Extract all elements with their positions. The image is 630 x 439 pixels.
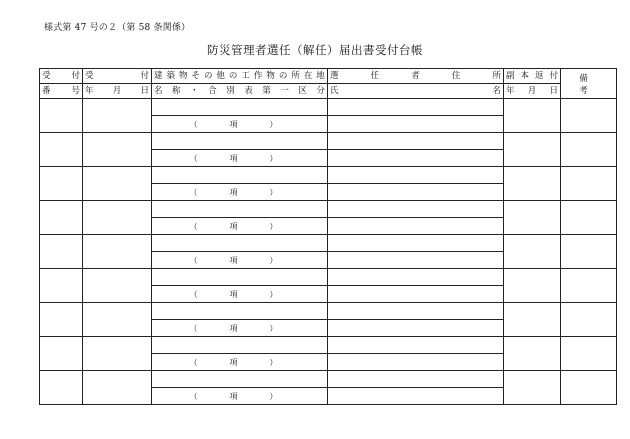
header-receipt-number-2 (40, 84, 83, 99)
receipt-date-cell[interactable] (83, 269, 152, 303)
copy-return-date-cell[interactable] (504, 269, 561, 303)
header-copy-return-date (504, 84, 561, 99)
building-location-cell[interactable] (152, 201, 328, 218)
remarks-cell[interactable] (561, 133, 617, 167)
header-char: 住 (451, 70, 461, 81)
copy-return-date-cell[interactable] (504, 201, 561, 235)
header-char: 表 (244, 85, 253, 96)
header-char: の (278, 70, 288, 81)
header-char: 物 (266, 70, 275, 81)
item-label: （ 項 ） (189, 221, 290, 231)
header-char: 称 (172, 85, 181, 96)
header-char: 受 (42, 70, 51, 81)
table-row (40, 201, 617, 218)
item-label: （ 項 ） (189, 255, 290, 265)
item-label: （ 項 ） (189, 153, 290, 163)
remarks-cell[interactable] (561, 371, 617, 405)
receipt-date-cell[interactable] (83, 99, 152, 133)
header-label (83, 85, 151, 98)
receipt-number-cell[interactable] (40, 269, 83, 303)
header-label (504, 70, 560, 83)
appointee-address-cell[interactable] (328, 269, 504, 286)
receipt-number-cell[interactable] (40, 235, 83, 269)
header-row-2 (40, 84, 617, 99)
receipt-date-cell[interactable] (83, 303, 152, 337)
header-char: 合 (208, 85, 217, 96)
header-char: 番 (42, 85, 51, 96)
appointee-name-cell[interactable] (328, 320, 504, 337)
copy-return-date-cell[interactable] (504, 99, 561, 133)
receipt-number-cell[interactable] (40, 133, 83, 167)
header-char: 月 (527, 85, 537, 96)
header-label (152, 70, 327, 83)
building-location-cell[interactable] (152, 303, 328, 320)
header-label (328, 85, 503, 98)
appointee-name-cell[interactable] (328, 286, 504, 303)
copy-return-date-cell[interactable] (504, 371, 561, 405)
table-row (40, 235, 617, 252)
item-label: （ 項 ） (189, 391, 290, 401)
header-char: 名 (492, 85, 501, 96)
appointee-address-cell[interactable] (328, 371, 504, 388)
header-char: の (228, 70, 238, 81)
appointee-name-cell[interactable] (328, 354, 504, 371)
header-char: 工 (241, 70, 250, 81)
header-char: 副 (506, 70, 515, 81)
table-row (40, 371, 617, 388)
appointee-address-cell[interactable] (328, 303, 504, 320)
receipt-number-cell[interactable] (40, 337, 83, 371)
header-char: 者 (411, 70, 420, 81)
header-char: 他 (216, 70, 225, 81)
header-char: 年 (85, 85, 94, 96)
building-location-cell[interactable] (152, 337, 328, 354)
building-category-cell[interactable] (152, 184, 328, 201)
register-table (39, 68, 617, 405)
form-number: 様式第 47 号の２（第 58 条関係） (44, 23, 191, 33)
appointee-name-cell[interactable] (328, 184, 504, 201)
appointee-name-cell[interactable] (328, 252, 504, 269)
header-char: の (203, 70, 213, 81)
header-char: 氏 (330, 85, 339, 96)
building-location-cell[interactable] (152, 269, 328, 286)
table-row (40, 337, 617, 354)
header-char: 日 (140, 85, 149, 96)
remarks-cell[interactable] (561, 269, 617, 303)
copy-return-date-cell[interactable] (504, 337, 561, 371)
header-label (328, 70, 503, 83)
header-char: 任 (370, 70, 380, 81)
header-char: 一 (280, 85, 289, 96)
table-row (40, 167, 617, 184)
building-category-cell[interactable] (152, 320, 328, 337)
header-char: 選 (330, 70, 339, 81)
building-location-cell[interactable] (152, 99, 328, 116)
building-location-cell[interactable] (152, 371, 328, 388)
building-location-cell[interactable] (152, 167, 328, 184)
appointee-address-cell[interactable] (328, 99, 504, 116)
header-char: 返 (534, 70, 544, 81)
building-category-cell[interactable] (152, 286, 328, 303)
header-char: 日 (549, 85, 558, 96)
header-char: 分 (316, 85, 325, 96)
header-char: 月 (112, 85, 122, 96)
remarks-cell[interactable] (561, 201, 617, 235)
appointee-name-cell[interactable] (328, 388, 504, 405)
header-char: 年 (506, 85, 515, 96)
header-label (83, 70, 151, 83)
header-char: 号 (71, 85, 80, 96)
receipt-number-cell[interactable] (40, 99, 83, 133)
building-category-cell[interactable] (152, 354, 328, 371)
building-category-cell[interactable] (152, 252, 328, 269)
header-char: 付 (71, 70, 80, 81)
item-label: （ 項 ） (189, 119, 290, 129)
header-char: 区 (298, 85, 307, 96)
header-appointee-address (328, 69, 504, 84)
header-remarks: 備 考 (561, 69, 617, 99)
header-char: 別 (226, 85, 235, 96)
copy-return-date-cell[interactable] (504, 133, 561, 167)
receipt-number-cell[interactable] (40, 201, 83, 235)
header-char: 物 (178, 70, 188, 81)
header-char: 所 (492, 70, 501, 81)
appointee-address-cell[interactable] (328, 133, 504, 150)
appointee-name-cell[interactable] (328, 218, 504, 235)
header-char: 地 (316, 70, 325, 81)
copy-return-date-cell[interactable] (504, 235, 561, 269)
receipt-date-cell[interactable] (83, 235, 152, 269)
building-category-cell[interactable] (152, 218, 328, 235)
receipt-number-cell[interactable] (40, 371, 83, 405)
remarks-cell[interactable] (561, 303, 617, 337)
table-row (40, 269, 617, 286)
building-category-cell[interactable] (152, 150, 328, 167)
table-row (40, 303, 617, 320)
header-label (40, 70, 82, 83)
header-char: 第 (262, 85, 271, 96)
table-row (40, 99, 617, 116)
receipt-date-cell[interactable] (83, 337, 152, 371)
header-char: そ (191, 70, 200, 81)
header-char: ・ (190, 85, 199, 96)
building-category-cell[interactable] (152, 116, 328, 133)
table-row (40, 133, 617, 150)
building-location-cell[interactable] (152, 235, 328, 252)
receipt-number-cell[interactable] (40, 303, 83, 337)
appointee-address-cell[interactable] (328, 337, 504, 354)
receipt-number-cell[interactable] (40, 167, 83, 201)
remarks-cell[interactable] (561, 99, 617, 133)
receipt-date-cell[interactable] (83, 371, 152, 405)
receipt-date-cell[interactable] (83, 133, 152, 167)
header-char: 付 (140, 70, 149, 81)
header-char: 名 (154, 85, 163, 96)
header-building-location (152, 69, 328, 84)
header-char: 築 (166, 70, 175, 81)
header-char: 受 (85, 70, 94, 81)
receipt-date-cell[interactable] (83, 167, 152, 201)
header-copy-return (504, 69, 561, 84)
header-label (504, 85, 560, 98)
item-label: （ 項 ） (189, 357, 290, 367)
copy-return-date-cell[interactable] (504, 167, 561, 201)
header-receipt-number (40, 69, 83, 84)
page-title: 防災管理者選任（解任）届出書受付台帳 (207, 43, 423, 57)
header-receipt-date-2 (83, 84, 152, 99)
copy-return-date-cell[interactable] (504, 303, 561, 337)
remarks-cell[interactable] (561, 337, 617, 371)
item-label: （ 項 ） (189, 289, 290, 299)
header-receipt-date (83, 69, 152, 84)
remarks-cell[interactable] (561, 167, 617, 201)
appointee-name-cell[interactable] (328, 150, 504, 167)
header-row-1 (40, 69, 617, 84)
appointee-address-cell[interactable] (328, 235, 504, 252)
header-label (40, 85, 82, 98)
appointee-name-cell[interactable] (328, 116, 504, 133)
building-location-cell[interactable] (152, 133, 328, 150)
header-char: 在 (303, 70, 313, 81)
appointee-address-cell[interactable] (328, 201, 504, 218)
header-char: 所 (291, 70, 300, 81)
remarks-cell[interactable] (561, 235, 617, 269)
header-label (152, 85, 327, 98)
appointee-address-cell[interactable] (328, 167, 504, 184)
item-label: （ 項 ） (189, 187, 290, 197)
item-label: （ 項 ） (189, 323, 290, 333)
header-char: 作 (253, 70, 263, 81)
receipt-date-cell[interactable] (83, 201, 152, 235)
header-char: 本 (520, 70, 529, 81)
header-building-name (152, 84, 328, 99)
building-category-cell[interactable] (152, 388, 328, 405)
header-char: 建 (154, 70, 163, 81)
header-appointee-name (328, 84, 504, 99)
header-char: 付 (549, 70, 558, 81)
